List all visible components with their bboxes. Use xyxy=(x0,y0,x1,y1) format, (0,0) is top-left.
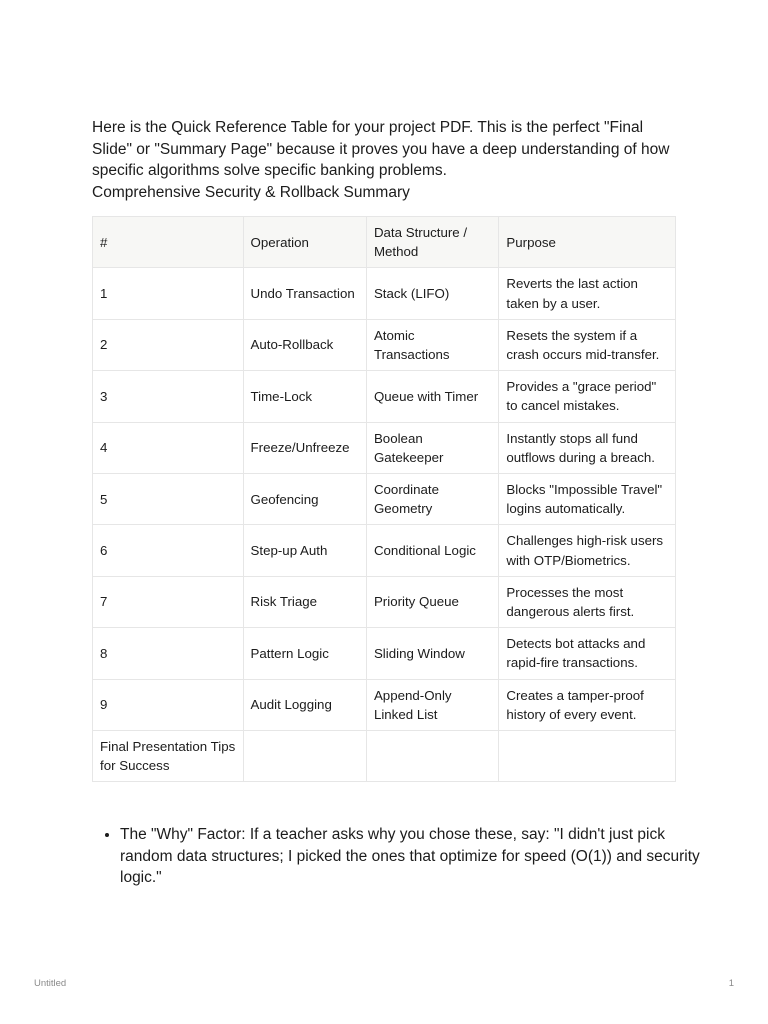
intro-text xyxy=(92,117,682,203)
cell-number: Final Presentation Tips for Success xyxy=(93,731,244,782)
cell-operation xyxy=(243,731,366,782)
cell-operation: Step-up Auth xyxy=(243,525,366,576)
cell-operation: Freeze/Unfreeze xyxy=(243,422,366,473)
cell-data-structure: Atomic Transactions xyxy=(366,319,498,370)
cell-number: 2 xyxy=(93,319,244,370)
cell-number: 8 xyxy=(93,628,244,679)
cell-data-structure: Conditional Logic xyxy=(366,525,498,576)
cell-data-structure: Stack (LIFO) xyxy=(366,268,498,319)
table-row xyxy=(93,268,676,319)
cell-purpose: Creates a tamper-proof history of every event. xyxy=(499,679,676,730)
footer-document-title: Untitled xyxy=(34,978,67,989)
table-row xyxy=(93,576,676,627)
cell-data-structure: Sliding Window xyxy=(366,628,498,679)
cell-purpose: Blocks "Impossible Travel" logins automatically. xyxy=(499,474,676,525)
header-row xyxy=(93,217,676,268)
cell-number: 5 xyxy=(93,474,244,525)
cell-number: 9 xyxy=(93,679,244,730)
tips-list xyxy=(100,824,705,889)
header-data-structure: Data Structure / Method xyxy=(366,217,498,268)
cell-data-structure: Boolean Gatekeeper xyxy=(366,422,498,473)
table-row xyxy=(93,474,676,525)
cell-purpose: Challenges high-risk users with OTP/Biometrics. xyxy=(499,525,676,576)
table-row xyxy=(93,371,676,422)
cell-data-structure: Priority Queue xyxy=(366,576,498,627)
table-row xyxy=(93,319,676,370)
header-number: # xyxy=(93,217,244,268)
cell-operation: Undo Transaction xyxy=(243,268,366,319)
cell-purpose: Instantly stops all fund outflows during a breach. xyxy=(499,422,676,473)
cell-operation: Pattern Logic xyxy=(243,628,366,679)
cell-number: 6 xyxy=(93,525,244,576)
cell-number: 7 xyxy=(93,576,244,627)
header-purpose: Purpose xyxy=(499,217,676,268)
cell-operation: Risk Triage xyxy=(243,576,366,627)
cell-purpose xyxy=(499,731,676,782)
table-body xyxy=(93,268,676,782)
table-row xyxy=(93,628,676,679)
cell-operation: Geofencing xyxy=(243,474,366,525)
cell-purpose: Provides a "grace period" to cancel mistakes. xyxy=(499,371,676,422)
cell-purpose: Detects bot attacks and rapid-fire transactions. xyxy=(499,628,676,679)
footer-page-number: 1 xyxy=(728,978,734,989)
cell-data-structure xyxy=(366,731,498,782)
table-row xyxy=(93,422,676,473)
list-item: • The "Why" Factor: If a teacher asks why you chose these, say: "I didn't just pick random data structures; I picked the ones that optimize for speed (O(1)) and security logic." xyxy=(120,824,705,889)
cell-data-structure: Coordinate Geometry xyxy=(366,474,498,525)
cell-purpose: Reverts the last action taken by a user. xyxy=(499,268,676,319)
cell-data-structure: Queue with Timer xyxy=(366,371,498,422)
table-row xyxy=(93,525,676,576)
cell-number: 1 xyxy=(93,268,244,319)
cell-number: 4 xyxy=(93,422,244,473)
header-operation: Operation xyxy=(243,217,366,268)
table-header xyxy=(93,217,676,268)
cell-data-structure: Append-Only Linked List xyxy=(366,679,498,730)
table-heading: Comprehensive Security & Rollback Summary xyxy=(92,183,410,201)
cell-number: 3 xyxy=(93,371,244,422)
cell-purpose: Processes the most dangerous alerts first. xyxy=(499,576,676,627)
cell-operation: Time-Lock xyxy=(243,371,366,422)
table-row xyxy=(93,679,676,730)
cell-purpose: Resets the system if a crash occurs mid-transfer. xyxy=(499,319,676,370)
intro-paragraph: Here is the Quick Reference Table for your project PDF. This is the perfect "Final Slide" or "Summary Page" because it proves you have a deep understanding of how specific algorithms solve specific banking problems. xyxy=(92,119,670,180)
cell-operation: Auto-Rollback xyxy=(243,319,366,370)
quick-reference-table xyxy=(92,216,676,782)
table-row xyxy=(93,731,676,782)
cell-operation: Audit Logging xyxy=(243,679,366,730)
